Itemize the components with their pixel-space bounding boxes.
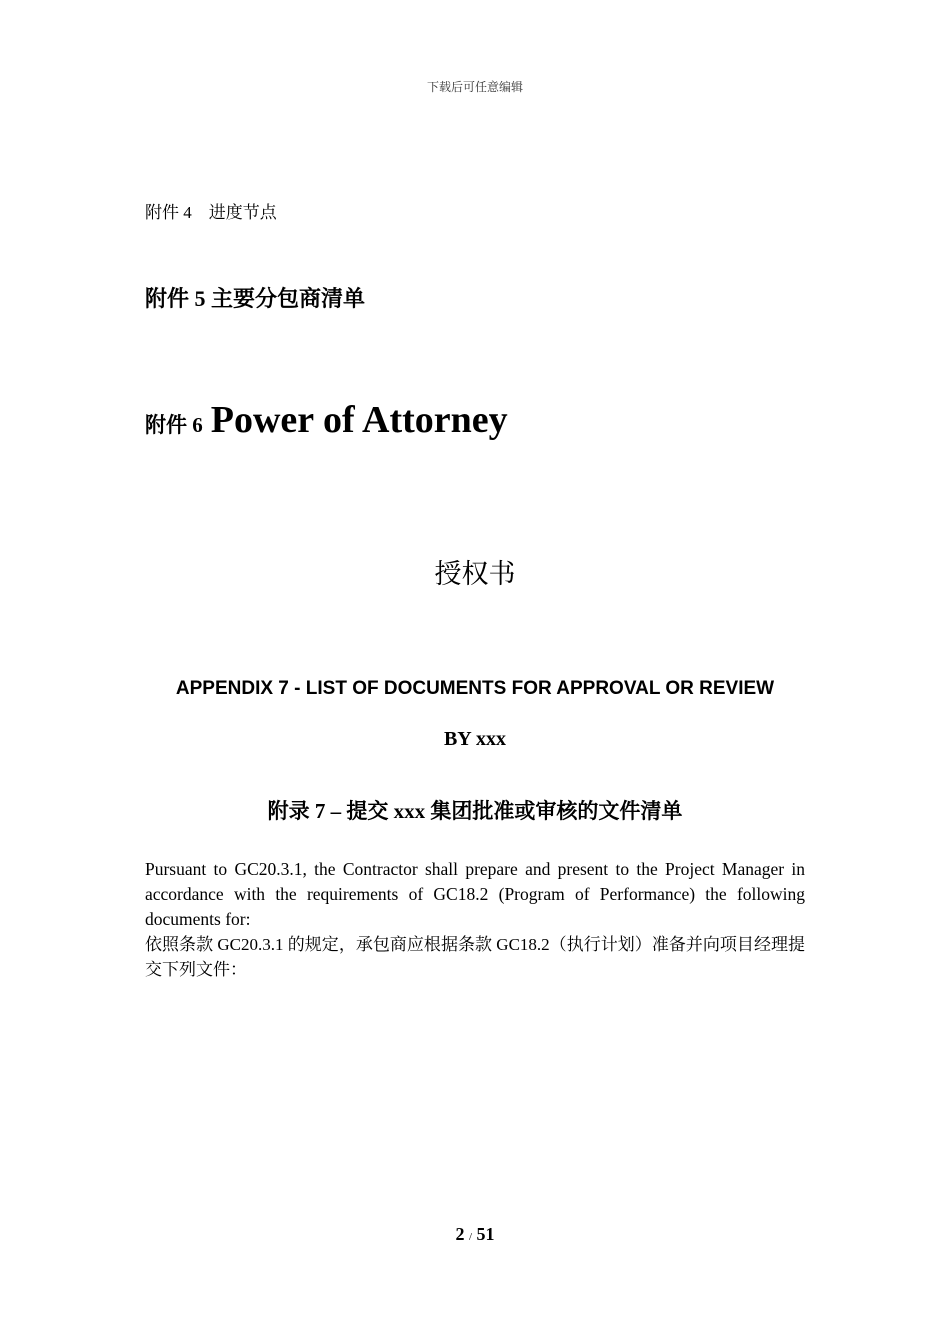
annex-6-title: Power of Attorney bbox=[210, 399, 508, 441]
appendix-7-title-zh: 附录 7 – 提交 xxx 集团批准或审核的文件清单 bbox=[267, 799, 683, 823]
paragraph-en: Pursuant to GC20.3.1, the Contractor shall prepare and present to the Project Manager in accordance with the requirements of GC18.2 (Program of Performance) the following documents for: bbox=[145, 859, 805, 929]
page-number bbox=[0, 1224, 950, 1245]
annex-5-heading: 附件 5 主要分包商清单 bbox=[145, 286, 366, 311]
authorization-title: 授权书 bbox=[434, 559, 516, 589]
annex-6-label: 附件 6 bbox=[145, 413, 203, 437]
page-separator: / bbox=[468, 1231, 473, 1243]
annex-4-heading: 附件 4 进度节点 bbox=[145, 203, 277, 222]
header-note: 下载后可任意编辑 bbox=[426, 80, 523, 94]
annex-6-heading bbox=[145, 398, 508, 442]
page-current: 2 bbox=[455, 1224, 465, 1244]
paragraph-zh: 依照条款 GC20.3.1 的规定，承包商应根据条款 GC18.2（执行计划）准备并向项目经理提交下列文件： bbox=[145, 935, 805, 979]
appendix-7-title-en-line2: BY xxx bbox=[443, 728, 507, 750]
page-total: 51 bbox=[476, 1224, 495, 1244]
appendix-7-title-en: APPENDIX 7 - LIST OF DOCUMENTS FOR APPROVAL OR REVIEW bbox=[175, 678, 775, 699]
